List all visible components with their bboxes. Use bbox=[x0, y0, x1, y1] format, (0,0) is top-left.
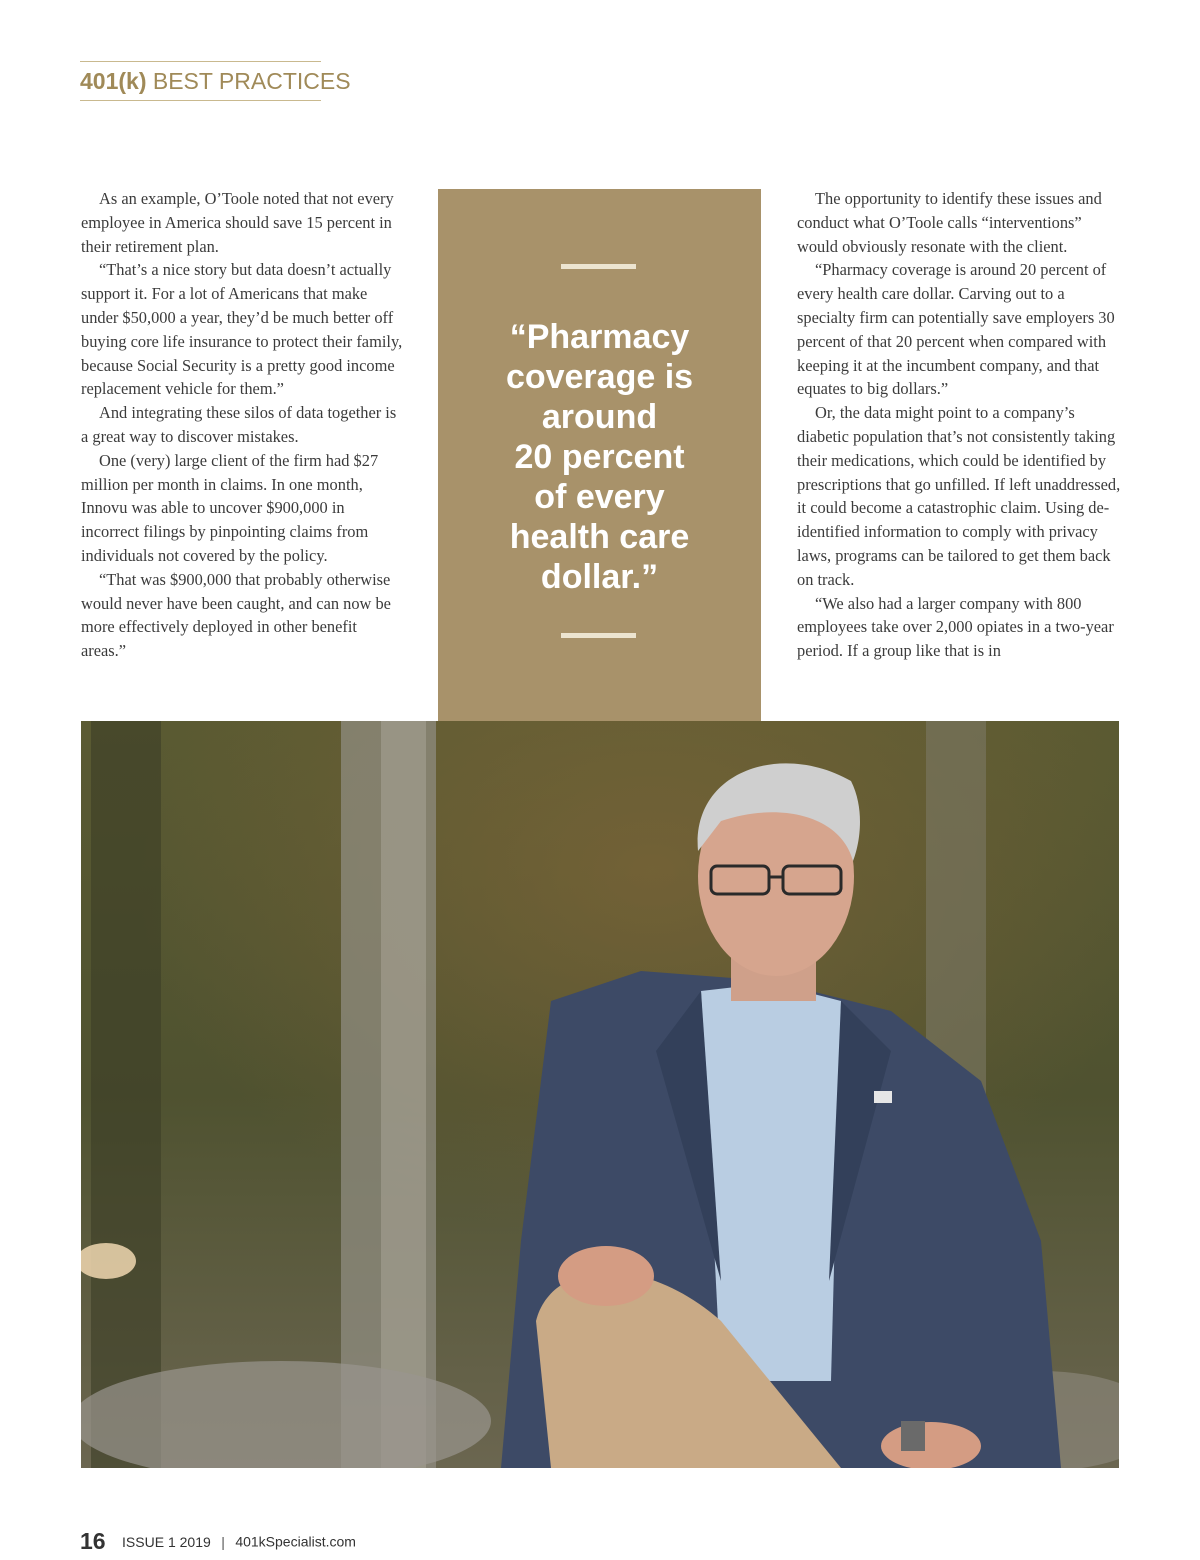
pull-quote-top-rule bbox=[561, 264, 636, 269]
section-title bbox=[80, 62, 351, 100]
body-paragraph: “That was $900,000 that probably otherwise would never have been caught, and can now be more effectively deployed in other benefit areas.” bbox=[81, 569, 391, 661]
body-paragraph: As an example, O’Toole noted that not every employee in America should save 15 percent in their retirement plan. bbox=[81, 189, 394, 256]
section-header bbox=[80, 61, 351, 101]
portrait-photo bbox=[81, 721, 1119, 1468]
issue-label: ISSUE 1 2019 bbox=[122, 1533, 211, 1550]
body-paragraph: “Pharmacy coverage is around 20 percent of every health care dollar. Carving out to a specialty firm can potentially save employers 30 percent of that 20 percent when compared with keeping it at the incumbent company, and that equates to big dollars.” bbox=[797, 260, 1115, 399]
page-number: 16 bbox=[80, 1528, 106, 1554]
body-paragraph: One (very) large client of the firm had $27 million per month in claims. In one month, Innovu was able to uncover $900,000 in incorrect filings by pinpointing claims from individuals not covered by the policy. bbox=[81, 450, 379, 565]
page-footer bbox=[80, 1528, 356, 1560]
pull-quote-bottom-rule bbox=[561, 633, 636, 638]
body-paragraph: And integrating these silos of data together is a great way to discover mistakes. bbox=[81, 403, 397, 446]
body-paragraph: “That’s a nice story but data doesn’t actually support it. For a lot of Americans that make under $50,000 a year, they’d be much better off buying core life insurance to protect their family, because Social Security is a pretty good income replacement vehicle for them.” bbox=[81, 260, 403, 399]
section-title-rest: BEST PRACTICES bbox=[146, 68, 351, 94]
section-title-bold: 401(k) bbox=[80, 68, 147, 94]
body-paragraph: Or, the data might point to a company’s diabetic population that’s not consistently taking their medications, which could be identified by prescriptions that go unfilled. If left unaddressed, it could become a catastrophic claim. Using de-identified information to comply with privacy laws, programs can be tailored to get them back on track. bbox=[797, 403, 1121, 589]
header-bottom-rule bbox=[80, 100, 321, 101]
body-paragraph: The opportunity to identify these issues and conduct what O’Toole calls “interventions” would obviously resonate with the client. bbox=[797, 189, 1102, 256]
footer-separator: | bbox=[221, 1533, 225, 1550]
right-column bbox=[797, 187, 1121, 663]
pull-quote-text: “Pharmacy coverage is around 20 percent of every health care dollar.” bbox=[505, 318, 694, 596]
website-link[interactable]: 401kSpecialist.com bbox=[235, 1533, 356, 1550]
pull-quote-box bbox=[438, 189, 761, 721]
left-column bbox=[81, 187, 405, 663]
body-paragraph: “We also had a larger company with 800 employees take over 2,000 opiates in a two-year period. If a group like that is in bbox=[797, 593, 1114, 661]
portrait-illustration bbox=[81, 721, 1119, 1468]
